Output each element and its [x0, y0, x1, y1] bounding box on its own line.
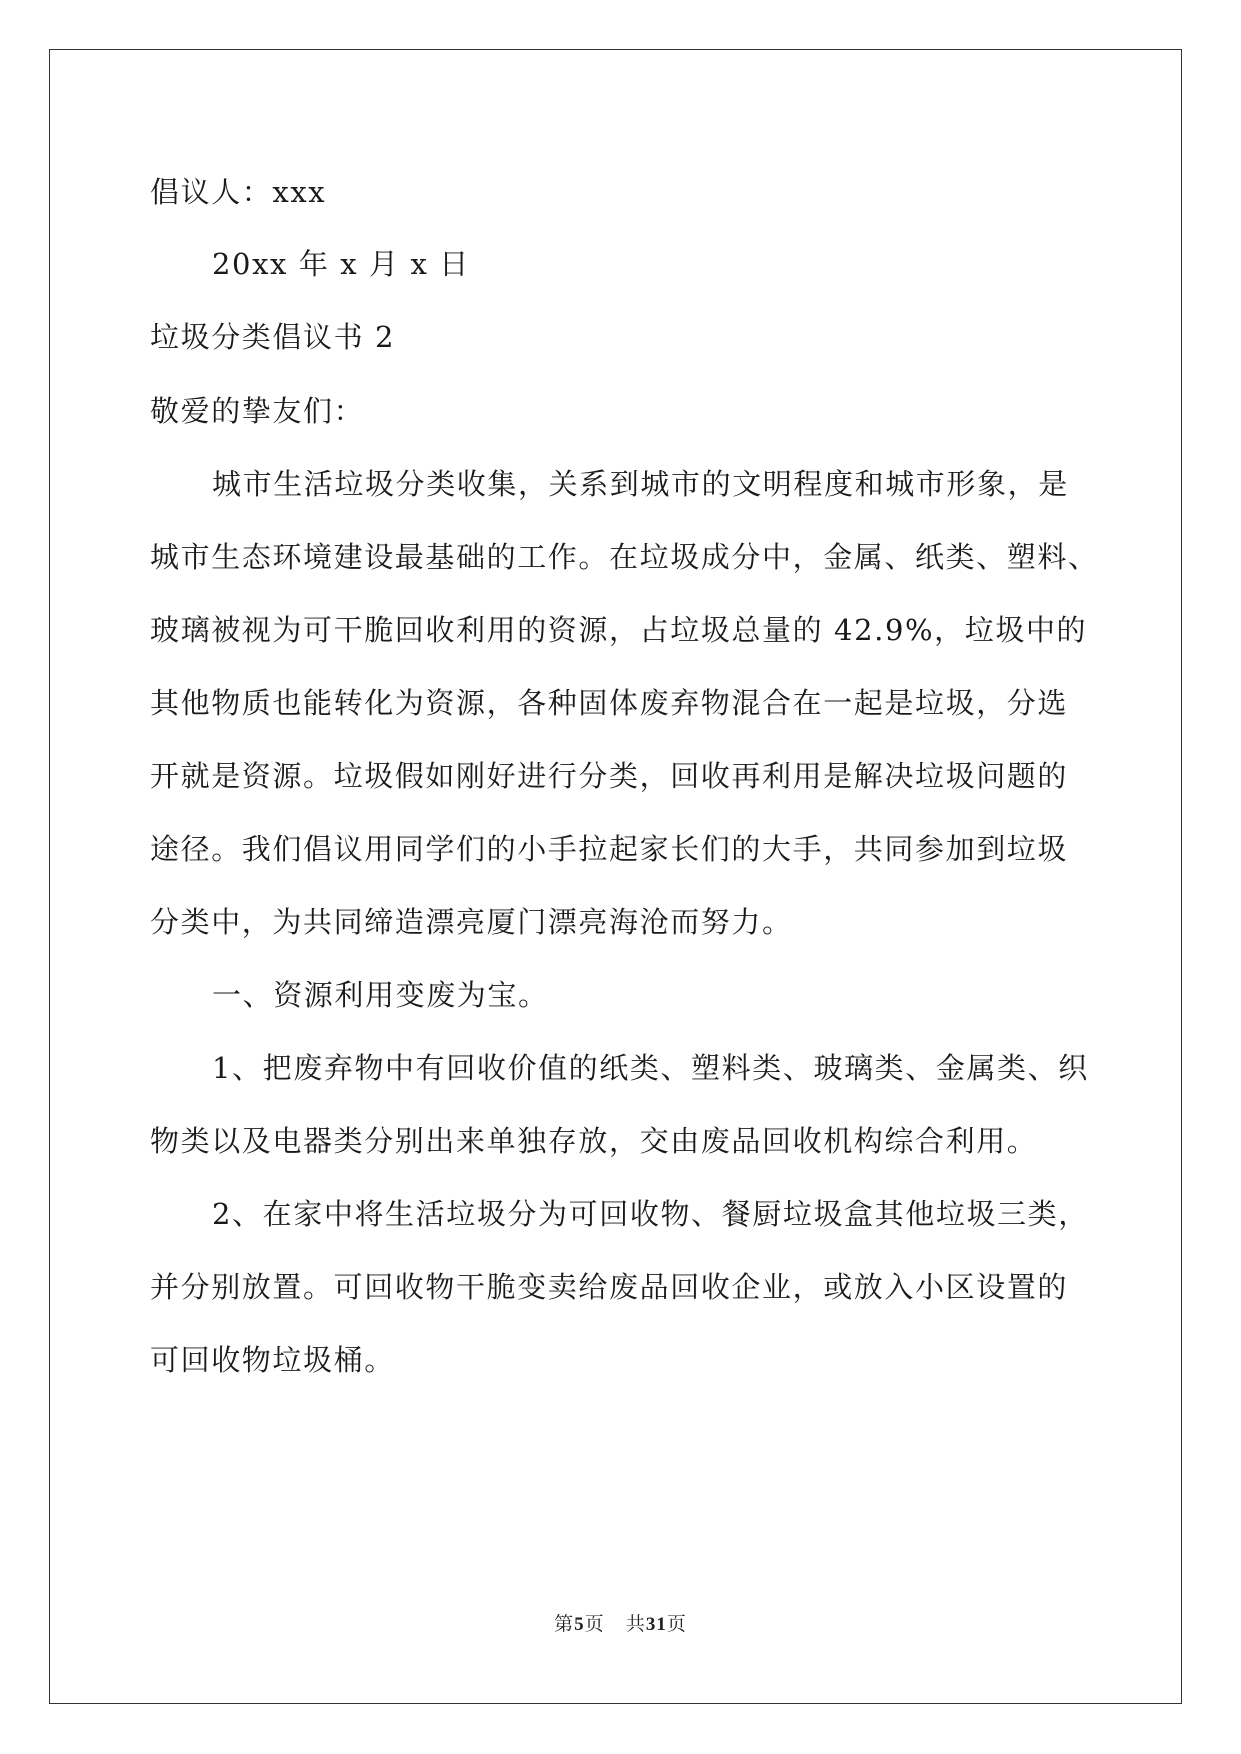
paragraph-line: 2、在家中将生活垃圾分为可回收物、餐厨垃圾盒其他垃圾三类，: [212, 1197, 1089, 1231]
current-page-number: 5: [574, 1614, 585, 1635]
total-page-count: 31: [645, 1614, 667, 1635]
salutation: 敬爱的挚友们：: [150, 394, 365, 428]
footer-total-prefix: 共: [625, 1613, 646, 1635]
document-title: 垃圾分类倡议书 2: [150, 320, 396, 354]
paragraph-line: 分类中，为共同缔造漂亮厦门漂亮海沧而努力。: [150, 905, 793, 939]
paragraph-line: 1、把废弃物中有回收价值的纸类、塑料类、玻璃类、金属类、织: [212, 1051, 1089, 1085]
paragraph-line: 城市生态环境建设最基础的工作。在垃圾成分中，金属、纸类、塑料、: [150, 540, 1099, 574]
page-footer: [0, 1612, 1241, 1637]
paragraph-line: 开就是资源。垃圾假如刚好进行分类，回收再利用是解决垃圾问题的: [150, 759, 1069, 793]
footer-total-suffix: 页: [666, 1613, 687, 1635]
paragraph-line: 其他物质也能转化为资源，各种固体废弃物混合在一起是垃圾，分选: [150, 686, 1069, 720]
footer-prefix: 第: [554, 1613, 575, 1635]
signature-line: 倡议人：xxx: [150, 175, 327, 209]
date-line: 20xx 年 x 月 x 日: [212, 247, 470, 281]
section-heading: 一、资源利用变废为宝。: [212, 978, 549, 1012]
footer-page-suffix: 页: [584, 1613, 605, 1635]
paragraph-line: 物类以及电器类分别出来单独存放，交由废品回收机构综合利用。: [150, 1124, 1038, 1158]
paragraph-line: 城市生活垃圾分类收集，关系到城市的文明程度和城市形象，是: [212, 467, 1069, 501]
paragraph-line: 玻璃被视为可干脆回收利用的资源，占垃圾总量的 42.9%，垃圾中的: [150, 613, 1088, 647]
page-border: [49, 49, 1182, 1704]
paragraph-line: 并分别放置。可回收物干脆变卖给废品回收企业，或放入小区设置的: [150, 1270, 1069, 1304]
paragraph-line: 可回收物垃圾桶。: [150, 1343, 395, 1377]
paragraph-line: 途径。我们倡议用同学们的小手拉起家长们的大手，共同参加到垃圾: [150, 832, 1069, 866]
